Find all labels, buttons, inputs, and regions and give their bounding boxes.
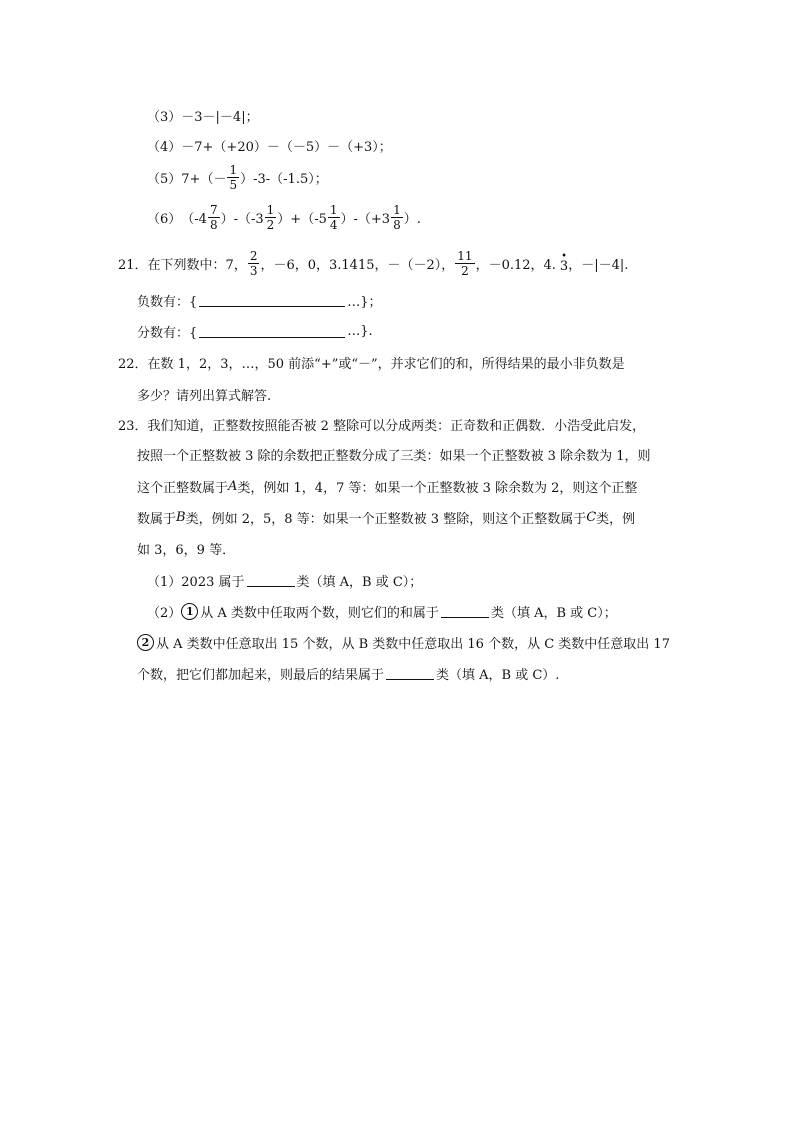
fraction (265, 204, 277, 231)
q20-part-6-label: （6） (147, 212, 182, 227)
fraction (455, 250, 474, 277)
q23-sub-text: 个数，把它们都加起来，则最后的结果属于 (137, 668, 385, 683)
fraction (328, 204, 340, 231)
term-text: ）+（-5 (277, 212, 327, 227)
q23-line-4 (137, 508, 635, 527)
repeating-int: 4. (543, 258, 556, 273)
question-number: 22． (118, 357, 148, 372)
class-letter: A (228, 479, 238, 494)
q20-part-3-text: （3）－3－|－4|； (147, 110, 259, 125)
negative-end: …}； (347, 295, 382, 310)
q23-sub-2 (147, 602, 617, 621)
negative-label: 负数有：{ (137, 295, 198, 310)
q21-stem (118, 250, 628, 277)
q23-sub-text: 从 A 类数中任取两个数，则它们的和属于 (200, 606, 439, 621)
answer-blank[interactable] (199, 325, 345, 338)
answer-blank[interactable] (199, 294, 345, 307)
q23-text: 类，例如 1，4，7 等：如果一个正整数被 3 除余数为 2，则这个正整 (237, 481, 638, 496)
fraction-label: 分数有：{ (137, 326, 198, 341)
term-text: ）-（-3 (220, 212, 264, 227)
q23-line-5 (137, 539, 235, 558)
class-letter: B (176, 510, 186, 525)
numerator: 1 (329, 203, 338, 217)
q23-sub-text: 类（填 A，B 或 C）； (296, 575, 423, 590)
numerator: 2 (249, 249, 258, 263)
denominator: 5 (229, 178, 238, 192)
q23-sub-3-line-2 (137, 664, 559, 683)
class-letter: C (586, 510, 597, 525)
numerator: 7 (209, 203, 218, 217)
term-text: ）-（+3 (340, 212, 391, 227)
repeat-dot-icon: • (561, 251, 568, 262)
denominator: 3 (249, 264, 258, 278)
q23-sub-text: 类（填 A，B 或 C）. (436, 668, 560, 683)
denominator: 2 (266, 218, 275, 232)
answer-blank[interactable] (247, 574, 295, 587)
q23-line-2 (137, 445, 650, 464)
numerator: 11 (457, 249, 473, 263)
answer-blank[interactable] (386, 667, 434, 680)
q20-part-4-text: （4）－7+（+20）－（－5）－（+3）； (147, 140, 392, 155)
q20-part-5-post: ）-3-（-1.5）； (240, 172, 328, 187)
stem-text: ，－6，0，3.1415，－（－2）， (260, 258, 455, 273)
q20-part-5 (147, 164, 328, 191)
q23-text: 如 3，6，9 等． (137, 543, 236, 558)
q20-part-5-label: （5） (147, 172, 182, 187)
minus-sign: － (213, 172, 227, 187)
term-text: ）. (403, 212, 421, 227)
q20-part-5-pre: 7+（ (181, 172, 214, 187)
q23-text: 我们知道，正整数按照能否被 2 整除可以分成两类：正奇数和正偶数．小浩受此启发， (147, 419, 646, 434)
circled-one-icon: 1 (181, 603, 198, 620)
denominator: 8 (393, 218, 401, 232)
q23-text: 这个正整数属于 (137, 481, 229, 496)
repeating-digit-group (559, 251, 569, 274)
q21-fraction-set (137, 322, 373, 341)
term-text: （-4 (181, 212, 207, 227)
q21-negative-set (137, 291, 382, 310)
q22-text: 多少？请列出算式解答. (137, 389, 272, 404)
answer-blank[interactable] (441, 605, 489, 618)
circled-two-icon: 2 (137, 634, 154, 651)
denominator: 8 (209, 218, 218, 232)
fraction (208, 204, 220, 231)
q23-line-1 (118, 415, 645, 434)
q20-part-3 (147, 106, 259, 125)
q23-sub-3-line-1 (137, 633, 670, 652)
fraction (248, 250, 260, 277)
q23-text: 类，例如 2，5，8 等：如果一个正整数被 3 整除，则这个正整数属于 (185, 512, 587, 527)
numerator: 1 (393, 203, 401, 217)
q23-sub-text: （1）2023 属于 (147, 575, 245, 590)
q20-part-6 (147, 204, 421, 231)
repeating-decimal (543, 251, 569, 274)
q23-sub-text: 类（填 A，B 或 C）； (490, 606, 617, 621)
stem-text: 在下列数中：7， (147, 258, 247, 273)
fraction-end: …}. (347, 324, 373, 339)
denominator: 2 (461, 264, 469, 278)
q20-part-4 (147, 136, 392, 155)
q23-text: 类，例 (596, 512, 636, 527)
q22-line-1 (118, 353, 625, 372)
numerator: 1 (266, 203, 275, 217)
stem-text: ，－|－4|. (568, 258, 629, 273)
q23-text: 按照一个正整数被 3 除的余数把正整数分成了三类：如果一个正整数被 3 除余数为 1，则 (137, 449, 651, 464)
fraction (391, 204, 403, 231)
question-number: 21． (118, 258, 148, 273)
question-number: 23． (118, 419, 148, 434)
q23-sub-text: 从 A 类数中任意取出 15 个数，从 B 类数中任意取出 16 个数，从 C 类数中任意取出 17 (156, 637, 670, 652)
q22-line-2 (137, 385, 271, 404)
q22-text: 在数 1，2，3，…，50 前添“+”或“－”，并求它们的和，所得结果的最小非负数是 (147, 357, 625, 372)
q23-sub-text: （2） (147, 606, 182, 621)
fraction (227, 164, 239, 191)
numerator: 1 (229, 163, 238, 177)
q23-sub-1 (147, 571, 422, 590)
q23-text: 数属于 (137, 512, 177, 527)
stem-text: ，－0.12， (475, 258, 544, 273)
repeating-digit: 3 (559, 259, 569, 274)
denominator: 4 (329, 218, 338, 232)
q23-line-3 (137, 477, 637, 496)
